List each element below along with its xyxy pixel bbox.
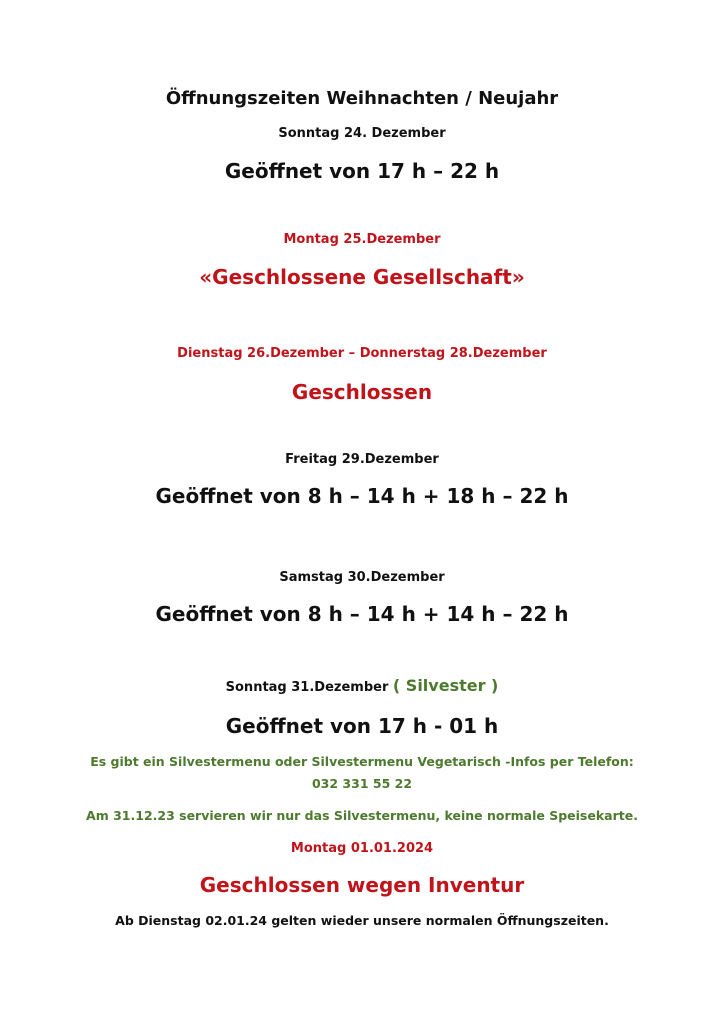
date-friday-29: Freitag 29.Dezember bbox=[285, 452, 439, 467]
hours-sunday-31: Geöffnet von 17 h - 01 h bbox=[225, 714, 499, 738]
date-saturday-30: Samstag 30.Dezember bbox=[279, 570, 445, 585]
page-title: Öffnungszeiten Weihnachten / Neujahr bbox=[165, 88, 559, 109]
hours-sunday-24: Geöffnet von 17 h – 22 h bbox=[224, 159, 500, 183]
date-new-year: Montag 01.01.2024 bbox=[290, 841, 434, 856]
status-26-28: Geschlossen bbox=[291, 380, 433, 404]
status-new-year: Geschlossen wegen Inventur bbox=[199, 873, 525, 897]
silvester-menu-info: Es gibt ein Silvestermenu oder Silvestermenu Vegetarisch -Infos per Telefon: bbox=[90, 754, 634, 769]
date-range-26-28: Dienstag 26.Dezember – Donnerstag 28.Dezember bbox=[177, 346, 547, 361]
date-sunday-24: Sonntag 24. Dezember bbox=[278, 126, 446, 141]
footer-note: Ab Dienstag 02.01.24 gelten wieder unsere normalen Öffnungszeiten. bbox=[115, 913, 609, 928]
hours-saturday-30: Geöffnet von 8 h – 14 h + 14 h – 22 h bbox=[155, 602, 569, 626]
date-monday-25: Montag 25.Dezember bbox=[283, 232, 441, 247]
phone-number: 032 331 55 22 bbox=[311, 776, 413, 791]
status-monday-25: «Geschlossene Gesellschaft» bbox=[199, 265, 525, 289]
date-sunday-31: Sonntag 31.Dezember bbox=[225, 680, 389, 695]
silvester-label: ( Silvester ) bbox=[392, 676, 499, 695]
hours-friday-29: Geöffnet von 8 h – 14 h + 18 h – 22 h bbox=[155, 484, 569, 508]
silvester-menu-note: Am 31.12.23 servieren wir nur das Silvestermenu, keine normale Speisekarte. bbox=[86, 808, 638, 823]
date-sunday-31-row bbox=[0, 676, 724, 696]
